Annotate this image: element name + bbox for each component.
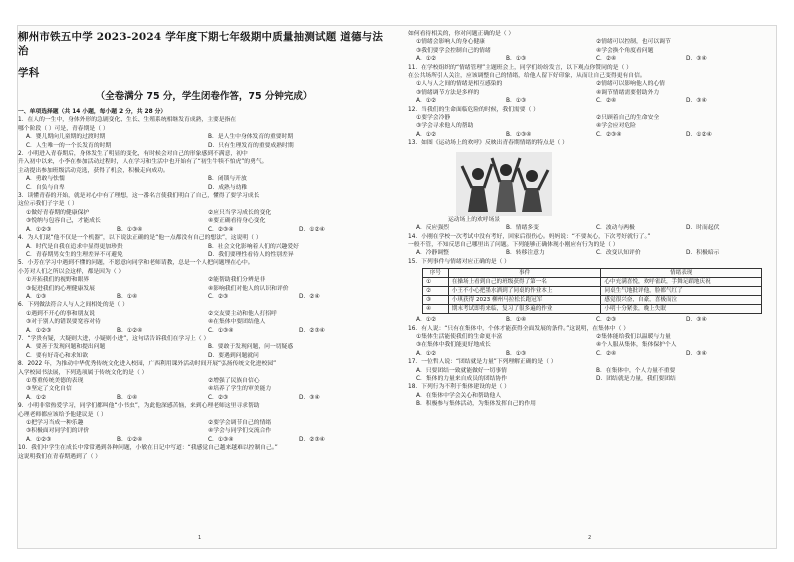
question-list-right (408, 30, 776, 409)
answer-choice: C．②③ (596, 317, 617, 324)
table-cell: 小王不小心把墨水洒到了同桌的作业本上 (448, 287, 601, 296)
answer-choice: C．②④ (596, 98, 617, 105)
option-item: ③积极面对同学们的评价 (26, 428, 90, 435)
question-line: 15．下列事件与情绪对应正确的是（ ） (408, 258, 510, 265)
answer-choice: D．②④ (299, 293, 320, 300)
option-item: ②情绪可以影响他人的心情 (596, 81, 665, 88)
answer-choice: D．时而起伏 (686, 225, 720, 232)
question-line: 13．如图《运动场上的欢呼》反映出青春期情绪的特点是（ ） (408, 140, 568, 147)
answer-choices (408, 224, 776, 232)
answer-choices (408, 97, 776, 105)
answer-choice: B．①④ (117, 394, 138, 401)
answer-choices (408, 249, 776, 257)
option-item: ③我们要学会控制自己的情绪 (416, 47, 491, 54)
option-item: ②增强了民族自信心 (208, 378, 260, 384)
option-row (408, 80, 776, 88)
option-item: ②只顾着自己的生命安全 (596, 115, 660, 122)
table-cell: ④ (423, 305, 449, 314)
question-line: 3．读懂青春的开始，就是对心中有了理想，这一番名言使我们明白了自己，懂得了要学习成长 (18, 193, 260, 200)
table-header-cell: 情绪表现 (601, 269, 762, 278)
option-row (18, 209, 390, 217)
question-line: 如何看待相关的，你对问题正确的是（ ） (408, 31, 515, 37)
cheering-photo-icon (456, 152, 552, 216)
option-item: C．青春期男女生的生理差异不可避免 (26, 251, 123, 258)
answer-choice: C．②③ (208, 293, 229, 300)
option-item: ①遇到不开心的事和朋友说 (26, 310, 95, 317)
option-item: ②集体能给我们以温暖与力量 (596, 333, 671, 340)
question-line: 17．一位哲人说：“团结就是力量”下列理解正确的是（ ） (408, 359, 557, 366)
option-row (408, 89, 776, 97)
option-row (18, 142, 390, 150)
option-item: ①人与人之间的情绪是相互感染的 (416, 81, 503, 88)
answer-choice: C．②③④ (596, 131, 622, 138)
option-row (18, 184, 390, 192)
option-item: ④学会应对危险 (596, 123, 636, 130)
option-row (18, 343, 390, 351)
question-line: 8．2022 年，为推动中华优秀传统文化进入校园，广西利用课外活动时间开展“弘扬传统文化进校园” (18, 361, 277, 368)
table-row (423, 287, 762, 296)
option-row (18, 243, 390, 251)
answer-choice: B．①③ (506, 56, 527, 63)
page-number-right: 2 (588, 534, 592, 541)
answer-choice: C．②④ (596, 56, 617, 63)
option-row (18, 133, 390, 141)
question-line: 5．小芳在学习中遇到不懂的问题，不愿意向同学和老师请教，总是一个人把问题埋在心中。 (18, 260, 254, 267)
table-cell: ① (423, 278, 449, 287)
question-line: 升入初中以来，小李在参加活动过程时，人在学习和生活中也开始有了“初生牛犊不怕虎”的勇气。 (18, 159, 268, 166)
answer-choice: A．①② (416, 56, 437, 63)
option-item: ③悦纳与包容自己，才能成长 (26, 218, 101, 225)
answer-choice: D．①②④ (299, 226, 325, 233)
page-number-left: 1 (198, 534, 202, 541)
option-item: ①尊重传统美德的表现 (26, 378, 84, 384)
question-line: 12．当我们的生命面临危险的时候，我们需要（ ） (408, 106, 539, 113)
answer-choice: C．①③④ (208, 436, 234, 443)
option-item: ④影响我们对他人的认识和评价 (208, 285, 289, 292)
table-header-cell: 事件 (448, 269, 601, 278)
option-item: ③促进我们的心理健康发展 (26, 285, 95, 292)
answer-choice: A．①②③ (26, 327, 52, 334)
option-row (18, 217, 390, 225)
answer-choice: D．③④ (686, 98, 707, 105)
option-item: B．要敢于发现问题，问一切疑惑 (208, 344, 294, 351)
table-cell: 在操场上看到自己的班级获得了第一名 (448, 278, 601, 287)
option-item: C．集体的力量来自成员的团结协作 (416, 375, 508, 382)
answer-choices (18, 394, 390, 402)
answer-choice: D．③④ (686, 317, 707, 324)
option-item: ①开拓我们的视野和眼界 (26, 277, 90, 284)
answer-choice: B．①④ (117, 293, 138, 300)
option-row (18, 352, 390, 360)
answer-choice: D．③④ (299, 394, 320, 401)
figure-caption: 运动场上的欢呼场景 (448, 216, 501, 223)
option-item: B．在集体中，个人力量不重要 (596, 367, 676, 374)
left-column (18, 26, 390, 548)
answer-choice: B．①④ (506, 317, 527, 324)
question-line: 主动提出参加班级活动竞选，获得了机会，积极走向成功。 (18, 167, 169, 174)
table-header-cell: 序号 (423, 269, 449, 278)
option-item: ①要学会冷静 (416, 115, 451, 122)
option-row (408, 333, 776, 341)
option-item: C．人生唯一的一个长发育的时期 (26, 142, 112, 149)
question-line: 18．下列行为不利于集体建设的是（ ） (408, 384, 510, 391)
option-item: ②能帮助我们分辨是非 (208, 277, 266, 284)
table-header-row (423, 269, 762, 278)
photo-figure (456, 152, 552, 216)
option-item: ③对于别人的错误要宽容对待 (26, 319, 101, 326)
question-line: 14．小刚在学校一次考试中没有考好，回家后很伤心。妈妈说：“不要灰心，下次考好就行了。” (408, 233, 651, 240)
option-line: A．在集体中学会关心和帮助他人 (416, 392, 502, 399)
option-item: ①情绪会影响人的身心健康 (416, 39, 485, 46)
option-item: ④在集体中要团结他人 (208, 319, 266, 326)
option-row (408, 375, 776, 383)
answer-choices (18, 436, 390, 444)
exam-title: 柳州市铁五中学 2023-2024 学年度下期七年级期中质量抽测试题 道德与法治 (18, 31, 384, 57)
answer-choice: B．①③④ (117, 226, 143, 233)
table-cell: 小明十分紧张，晚上失眠 (601, 305, 762, 314)
option-item: ③在集体中我们能更好地成长 (416, 342, 491, 349)
table-cell: 同桌生气地批评他，脸都气红了 (601, 287, 762, 296)
option-row (18, 285, 390, 293)
option-item: A．勇敢与怯懦 (26, 176, 65, 183)
option-row (18, 251, 390, 259)
answer-choice: A．①② (26, 394, 47, 401)
question-line: 在公共场所引人关注，应该调整自己的情绪，给他人留下好印象，从而让自己变得更有自信。 (408, 73, 646, 80)
option-item: D．团结就是力量，我们要团结 (596, 375, 676, 382)
option-item: A．要善于发现问题和提出问题 (26, 344, 106, 351)
question-line: 4．为人们说“他不仅是一个机器”，以下说法正确的是“他一点都没有自己的想法”，这说明（ ） (18, 235, 262, 242)
answer-choice: B．转移注意力 (506, 250, 545, 257)
option-row (408, 114, 776, 122)
answer-choice: D．①②④ (686, 131, 712, 138)
table-row (423, 296, 762, 305)
option-item: A．只要团结一致就能做好一切事情 (416, 367, 507, 374)
option-item: ③情绪调节方法是多样的 (416, 89, 480, 96)
option-item: ④学会换个角度看问题 (596, 47, 654, 54)
question-line: 2．小明进入青春期后，身体发生了明显的变化，有时候会对自己的形象感到不满意，初中 (18, 151, 248, 158)
option-item: ④个人服从集体，集体保护个人 (596, 342, 677, 349)
exam-subtitle: （全卷满分 75 分，学生闭卷作答，75 分钟完成） (95, 91, 313, 102)
option-item: B．社会文化影响着人们的兴趣爱好 (208, 243, 299, 250)
option-item: ①做好青春期的健康保护 (26, 209, 90, 216)
question-line: 哪个阶段（ ）可是，青春期是（ ） (18, 125, 109, 132)
answer-choices (18, 293, 390, 301)
option-item: ③坚定了文化自信 (26, 386, 72, 393)
exam-title-subject: 学科 (18, 67, 40, 79)
option-item: B．闭锁与开放 (208, 176, 247, 183)
option-line: B．积极参与集体活动，为集体发挥自己的作用 (416, 401, 536, 408)
option-row (18, 318, 390, 326)
option-row (408, 122, 776, 130)
option-item: A．婴儿期向儿童期的过渡时期 (26, 134, 106, 141)
option-row (18, 419, 390, 427)
table-cell: 感觉很兴奋，自豪，喜极而泣 (601, 296, 762, 305)
question-line: 9．小明非常热爱学习，同学们都叫他“小书虫”，为此他深感苦恼，来到心理老师这里寻求帮助 (18, 403, 260, 410)
option-item: ④调节情绪需要借助外力 (596, 89, 660, 96)
option-item: B．是人生中身体发育的重要时期 (208, 134, 294, 141)
table-cell: 小琪获得 2023 柳州马拉松长跑冠军 (448, 296, 601, 305)
question-line: 11．在学校组织的“情绪管理”主题班会上，同学们纷纷发言，以下观点你赞同的是（ ） (408, 64, 632, 71)
question-line: 1．在人的一生中，身体外形的急剧变化、生长、生殖系统相继发育成熟，主要是指在 (18, 117, 237, 124)
option-item: ④要正确看待身心变化 (208, 218, 266, 225)
table-row (423, 305, 762, 314)
option-item: D．我们要理性看待人的性别差异 (208, 251, 294, 258)
answer-choice: B．情绪多变 (506, 225, 539, 232)
question-line: 这位示我们子字是（ ） (18, 201, 78, 208)
option-item: ①集体生活能使我们的生命更丰富 (416, 333, 503, 340)
question-line: 7．“学贵有疑，大疑则大进，小疑则小进”，这句话告诉我们在学习上（ ） (18, 335, 210, 342)
option-row (18, 276, 390, 284)
option-row (18, 377, 390, 385)
answer-choice: D．②③④ (299, 436, 325, 443)
question-line: 一般不管，不知反思自己哪里出了问题。下列能够正确体现小刚应有行为的是（ ） (408, 241, 619, 248)
answer-choice: D．积极暗示 (686, 250, 720, 257)
answer-choice: C．②③④ (208, 226, 234, 233)
option-item: ④学会与同学们交流合作 (208, 428, 272, 435)
answer-choices (408, 55, 776, 63)
answer-choice: A．①②③ (26, 226, 52, 233)
question-line: 这说明我们在青春期遇到了（ ） (18, 453, 101, 460)
right-column (408, 26, 776, 548)
answer-choice: B．①③ (506, 350, 527, 357)
answer-choice: D．③④ (686, 56, 707, 63)
answer-choice: A．①② (416, 98, 437, 105)
table-row (423, 278, 762, 287)
question-line: 10．我们中学生在成长中常常遇到各种问题，小敏在日记中写道：“我感觉自己越来越难以控制自己。” (18, 445, 278, 452)
answer-choice: B．①②④ (117, 436, 143, 443)
option-row (408, 341, 776, 349)
option-item: ②情绪可以控制，也可以调节 (596, 39, 671, 46)
answer-choice: B．①③ (506, 98, 527, 105)
option-row (18, 385, 390, 393)
option-row (18, 175, 390, 183)
option-item: ④培养了学生的审美能力 (208, 386, 272, 393)
option-row (408, 47, 776, 55)
option-item: ②要学会调节自己的情绪 (208, 420, 272, 427)
option-item: D．成熟与幼稚 (208, 184, 248, 191)
option-item: C．自负与自卑 (26, 184, 65, 191)
answer-choice: A．反应强烈 (416, 225, 449, 232)
answer-choices (18, 327, 390, 335)
exam-sheet (18, 26, 776, 548)
option-item: C．要有好奇心和求知欲 (26, 352, 89, 359)
answer-choice: A．①② (416, 317, 437, 324)
answer-choices (408, 350, 776, 358)
situation-table (422, 268, 762, 314)
answer-choice: A．①② (416, 131, 437, 138)
question-line: 16．有人说：“只有在集体中，个体才能获得全面发展的条件。”这说明，在集体中（ ） (408, 325, 630, 332)
answer-choice: C．②③ (208, 394, 229, 401)
option-item: D．要遇到问题就问 (208, 352, 259, 359)
option-row (18, 310, 390, 318)
table-cell: 期末考试即将来临，复习了很多遍的作业 (448, 305, 601, 314)
answer-choices (18, 226, 390, 234)
option-item: A．时代是自我在追求中显得更加珍贵 (26, 243, 123, 250)
answer-choice: C．②④ (596, 350, 617, 357)
answer-choice: B．①②④ (117, 327, 143, 334)
answer-choice: D．②③④ (299, 327, 325, 334)
option-item: D．只有生理发育的重要成熟时期 (208, 142, 294, 149)
option-item: ②交友要主动和他人打招呼 (208, 310, 277, 317)
table-cell: ③ (423, 296, 449, 305)
answer-choice: C．改变认知评价 (596, 250, 641, 257)
table-cell: ② (423, 287, 449, 296)
option-item: ②应只当学习成长的变化 (208, 209, 272, 216)
answer-choice: C．①③④ (208, 327, 234, 334)
answer-choices (408, 316, 776, 324)
question-list-left (18, 116, 390, 461)
question-line: 小芳对人们之所以会这样，都是因为（ ） (18, 268, 125, 275)
option-row (408, 367, 776, 375)
question-line: 6．下列做法符合人与人之间相处的是（ ） (18, 302, 128, 309)
answer-choice: D．③④ (686, 350, 707, 357)
answer-choices (408, 131, 776, 139)
answer-choice: A．①② (416, 350, 437, 357)
answer-choice: A．①③ (26, 293, 47, 300)
option-item: ③学会寻求他人的帮助 (416, 123, 474, 130)
option-row (408, 38, 776, 46)
option-row (18, 427, 390, 435)
table-cell: 心中充满喜悦，欢呼雀跃，手舞足蹈地庆祝 (601, 278, 762, 287)
section-heading: 一、单项选择题（共 14 小题，每小题 2 分，共 28 分） (18, 109, 167, 115)
question-line: 心理老师都应该给予他建议是（ ） (18, 411, 107, 418)
question-line: 入学校园书法展，下列选项属于传统文化的是（ ） (18, 369, 148, 376)
answer-choice: B．①③④ (506, 131, 532, 138)
answer-choice: C．波动与两极 (596, 225, 635, 232)
answer-choice: A．①②③ (26, 436, 52, 443)
option-item: ①把学习当成一种乐趣 (26, 420, 84, 427)
answer-choice: A．冷静调整 (416, 250, 449, 257)
